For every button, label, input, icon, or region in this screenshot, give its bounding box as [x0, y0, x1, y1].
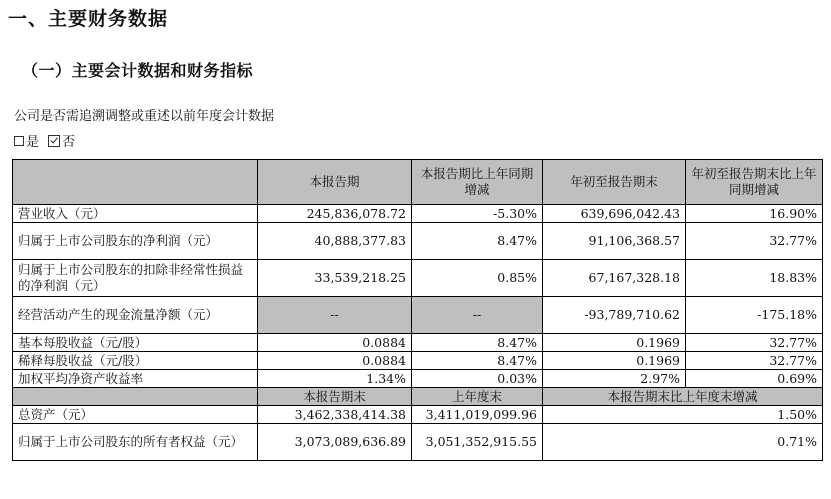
header-cell [13, 160, 258, 205]
cell-value: 245,836,078.72 [258, 205, 412, 223]
cell-value: -5.30% [412, 205, 543, 223]
cell-value: 3,411,019,099.96 [412, 406, 543, 424]
cell-value: 0.1969 [543, 334, 686, 352]
cell-value: 1.50% [543, 406, 823, 424]
row-label: 归属于上市公司股东的所有者权益（元） [13, 424, 258, 461]
table-row [13, 406, 823, 424]
table-header-row [13, 160, 823, 205]
header-cell: 本报告期末比上年度末增减 [543, 388, 823, 406]
cell-value: 16.90% [686, 205, 823, 223]
table-row [13, 424, 823, 461]
table-row [13, 223, 823, 260]
cell-value: 3,462,338,414.38 [258, 406, 412, 424]
option-yes-label: 是 [26, 135, 40, 150]
cell-value: 0.85% [412, 260, 543, 297]
row-label: 基本每股收益（元/股） [13, 334, 258, 352]
header-cell: 上年度末 [412, 388, 543, 406]
table-row [13, 205, 823, 223]
header-cell [13, 388, 258, 406]
cell-value: 0.03% [412, 370, 543, 388]
header-cell: 本报告期 [258, 160, 412, 205]
table-row [13, 260, 823, 297]
header-cell: 年初至报告期末 [543, 160, 686, 205]
cell-value: 3,073,089,636.89 [258, 424, 412, 461]
row-label: 稀释每股收益（元/股） [13, 352, 258, 370]
financial-data-table [12, 159, 823, 461]
cell-value: 3,051,352,915.55 [412, 424, 543, 461]
cell-value: 0.1969 [543, 352, 686, 370]
cell-value: 639,696,042.43 [543, 205, 686, 223]
cell-value: -- [258, 297, 412, 334]
cell-value: 0.0884 [258, 334, 412, 352]
cell-value: 0.69% [686, 370, 823, 388]
cell-value: 40,888,377.83 [258, 223, 412, 260]
option-no-label: 否 [62, 135, 76, 150]
table-row [13, 370, 823, 388]
cell-value: -- [412, 297, 543, 334]
row-label: 总资产（元） [13, 406, 258, 424]
row-label: 加权平均净资产收益率 [13, 370, 258, 388]
cell-value: 0.71% [543, 424, 823, 461]
row-label: 营业收入（元） [13, 205, 258, 223]
row-label: 经营活动产生的现金流量净额（元） [13, 297, 258, 334]
subsection-heading: （一）主要会计数据和财务指标 [22, 61, 254, 80]
table-subheader-row [13, 388, 823, 406]
table-row [13, 334, 823, 352]
cell-value: 32.77% [686, 223, 823, 260]
restatement-question: 公司是否需追溯调整或重述以前年度会计数据 [14, 109, 275, 124]
cell-value: 91,106,368.57 [543, 223, 686, 260]
cell-value: 67,167,328.18 [543, 260, 686, 297]
cell-value: 32.77% [686, 334, 823, 352]
table-row [13, 352, 823, 370]
section-heading: 一、主要财务数据 [8, 8, 169, 30]
cell-value: 1.34% [258, 370, 412, 388]
cell-value: 8.47% [412, 334, 543, 352]
row-label: 归属于上市公司股东的扣除非经常性损益的净利润（元） [13, 260, 258, 297]
cell-value: 33,539,218.25 [258, 260, 412, 297]
cell-value: 8.47% [412, 352, 543, 370]
row-label: 归属于上市公司股东的净利润（元） [13, 223, 258, 260]
header-cell: 本报告期比上年同期增减 [412, 160, 543, 205]
cell-value: 8.47% [412, 223, 543, 260]
cell-value: 32.77% [686, 352, 823, 370]
header-cell: 年初至报告期末比上年同期增减 [686, 160, 823, 205]
checked-box-icon [48, 135, 60, 147]
header-cell: 本报告期末 [258, 388, 412, 406]
restatement-options [14, 131, 77, 150]
unchecked-box-icon [14, 136, 24, 146]
table-row [13, 297, 823, 334]
cell-value: 0.0884 [258, 352, 412, 370]
cell-value: 2.97% [543, 370, 686, 388]
cell-value: -93,789,710.62 [543, 297, 686, 334]
cell-value: -175.18% [686, 297, 823, 334]
cell-value: 18.83% [686, 260, 823, 297]
